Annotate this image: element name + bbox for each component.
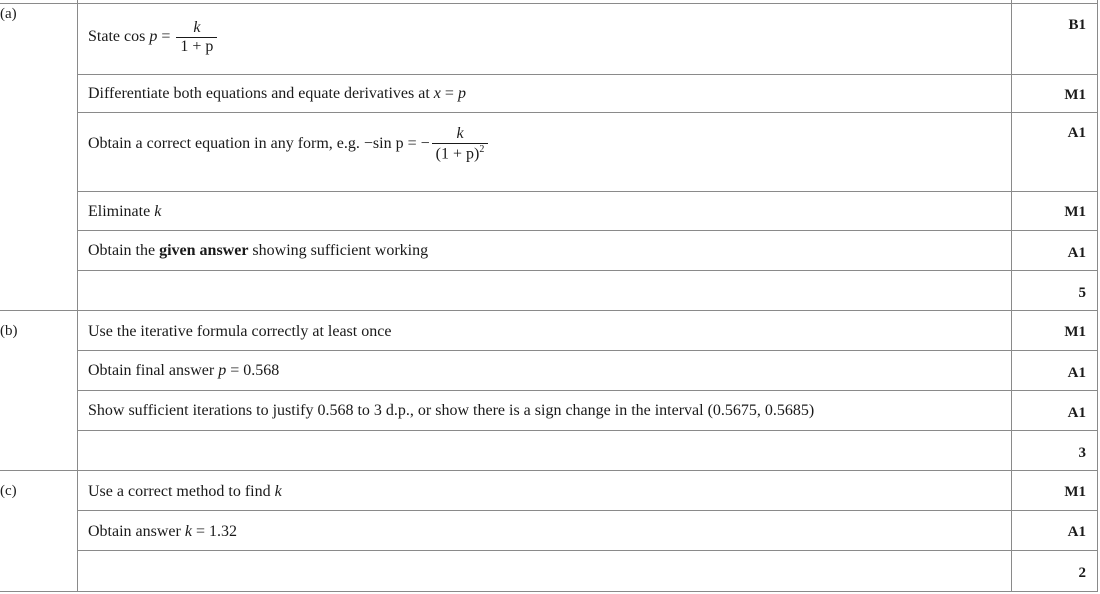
table-row <box>0 511 1098 551</box>
criterion-text <box>88 19 219 56</box>
equals: = <box>157 28 175 46</box>
variable: k <box>154 203 162 220</box>
text-before: Obtain answer <box>88 523 185 540</box>
value: 0.568 <box>243 362 280 379</box>
table-row <box>0 391 1098 431</box>
equals: = <box>440 85 458 102</box>
value: 1.32 <box>209 523 237 540</box>
variable: p <box>218 362 227 379</box>
table-row <box>0 431 1098 471</box>
fraction <box>432 125 489 163</box>
denominator <box>432 143 489 163</box>
part-label: (b) <box>0 323 18 339</box>
table-row <box>0 311 1098 351</box>
row-divider <box>0 591 1098 592</box>
criterion-text <box>88 362 279 380</box>
table-row <box>0 351 1098 391</box>
table-row <box>0 271 1098 311</box>
mark-code: A1 <box>1067 524 1086 540</box>
text-prefix: State cos <box>88 28 150 46</box>
text-before: Use a correct method to find <box>88 483 275 500</box>
part-label: (a) <box>0 6 17 22</box>
mark-code: A1 <box>1067 405 1086 421</box>
mark-code: M1 <box>1064 324 1086 340</box>
mark-total: 2 <box>1078 565 1086 581</box>
table-row <box>0 75 1098 113</box>
table-row <box>0 3 1098 75</box>
part-label: (c) <box>0 483 17 499</box>
exponent: 2 <box>479 144 485 155</box>
text-before: Obtain a correct equation in any form, e.g. <box>88 134 364 152</box>
criterion-text <box>88 85 466 103</box>
variable: k <box>274 483 282 500</box>
text-after: showing sufficient working <box>248 242 429 259</box>
mark-total: 3 <box>1078 445 1086 461</box>
table-row <box>0 113 1098 192</box>
numerator: k <box>456 125 464 142</box>
text-before: Obtain the <box>88 242 160 259</box>
criterion-text <box>88 523 237 541</box>
criterion-text <box>88 203 161 221</box>
table-row <box>0 551 1098 592</box>
table-row <box>0 231 1098 271</box>
variable: x <box>433 85 441 102</box>
value: p <box>457 85 466 102</box>
criterion-text <box>88 483 282 501</box>
text-before: Differentiate both equations and equate derivatives at <box>88 85 434 102</box>
table-row <box>0 471 1098 511</box>
table-row <box>0 192 1098 231</box>
mark-code: M1 <box>1064 87 1086 103</box>
criterion-text <box>88 242 428 260</box>
mark-code: M1 <box>1064 484 1086 500</box>
equals: = <box>191 523 209 540</box>
mark-code: A1 <box>1067 365 1086 381</box>
criterion-text <box>88 323 391 341</box>
mark-code: M1 <box>1064 204 1086 220</box>
text-before: Obtain final answer <box>88 362 219 379</box>
text-before: Eliminate <box>88 203 155 220</box>
mark-code: A1 <box>1067 125 1086 141</box>
equals: = <box>226 362 244 379</box>
numerator: k <box>193 19 201 36</box>
fraction <box>176 19 217 56</box>
bold-text: given answer <box>159 242 249 259</box>
denominator: 1 + p <box>176 37 217 56</box>
text-before: Show sufficient iterations to justify 0.568 to 3 d.p., or show there is a sign change in the interval (0.5675, 0.5685) <box>88 402 815 419</box>
denominator-base: (1 + p) <box>435 145 480 163</box>
mark-code: A1 <box>1067 245 1086 261</box>
criterion-text <box>88 125 490 163</box>
mark-code: B1 <box>1068 17 1086 33</box>
text-before: Use the iterative formula correctly at least once <box>88 323 392 340</box>
variable: p <box>149 28 158 46</box>
criterion-text <box>88 402 814 420</box>
mark-total: 5 <box>1078 285 1086 301</box>
equation-lhs: −sin p = − <box>363 134 430 152</box>
variable: k <box>184 523 192 540</box>
